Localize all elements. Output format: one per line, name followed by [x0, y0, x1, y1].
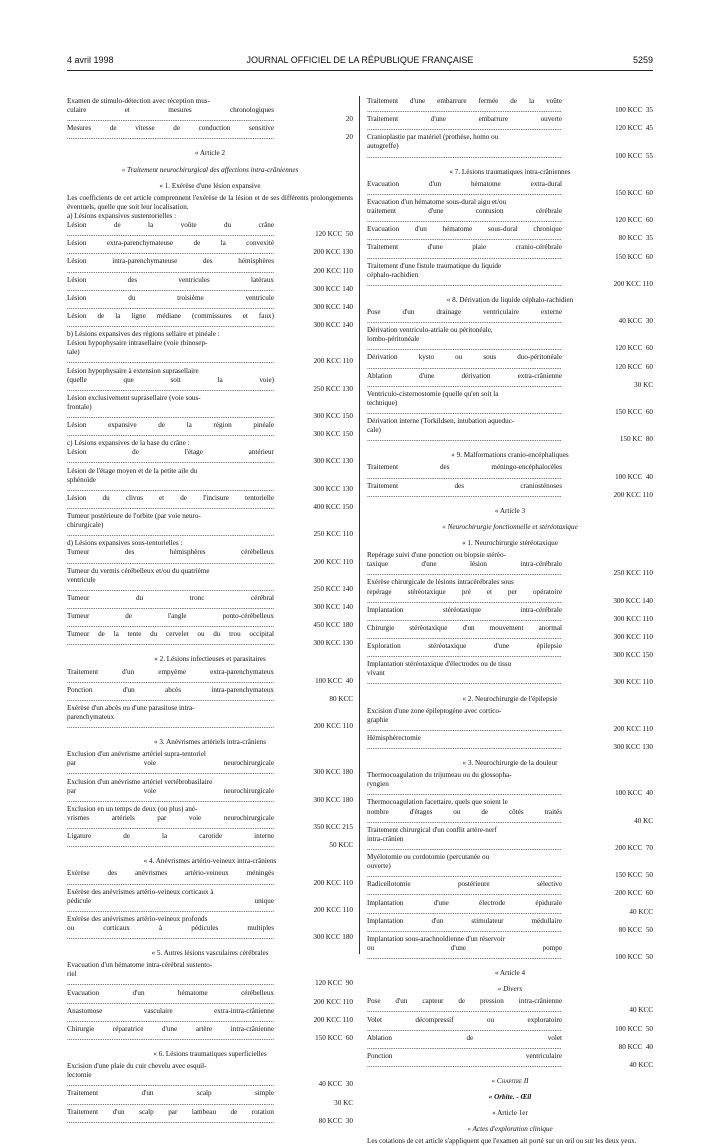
tariff-row [367, 707, 653, 734]
article-title: « Divers [497, 985, 523, 994]
tariff-row [67, 276, 353, 294]
tariff-row [67, 750, 353, 777]
act-coefficient: 40 KCC 30 [618, 317, 653, 326]
tariff-row [67, 630, 353, 648]
act-coefficient: 200 KCC 110 [313, 557, 353, 566]
act-label: Anastomose vasculaire extra-intra-crânienne ..... [67, 1007, 274, 1025]
tariff-row [367, 935, 653, 962]
act-label: Radicellotomie postérieure sélective ..... [367, 880, 562, 898]
act-label: Lésion expansive de la région pinéale ..... [67, 421, 274, 439]
act-label: Ablation de volet ..... [367, 1034, 562, 1052]
tariff-row [367, 642, 653, 660]
act-label: Dérivation kysto ou sous duo-péritonéale ..... [367, 353, 562, 371]
act-coefficient: 150 KCC 50 [615, 871, 653, 880]
tariff-row [67, 448, 353, 466]
act-coefficient: 300 KCC 130 [613, 743, 653, 751]
article-title: « Neurochirurgie fonctionnelle et stéréotaxique [442, 522, 578, 531]
act-coefficient: 120 KCC 60 [615, 344, 653, 353]
act-label: Exploration stéréotaxique d'une épilepsie ..... [367, 642, 562, 660]
column-divider [359, 96, 360, 954]
tariff-row [367, 551, 653, 578]
tariff-row [367, 1034, 653, 1052]
tariff-row [367, 624, 653, 642]
subsection-label: a) Lésions expansives sustentorielles : [67, 211, 177, 220]
act-label: Traitement d'un scalp simple ..... [67, 1089, 274, 1107]
act-coefficient: 150 KC 80 [619, 435, 653, 444]
act-label: Tumeur de la tente du cervelet ou du trou occipital ..... [67, 630, 274, 648]
act-label: Traitement des méningo-encéphalocèles ..... [367, 463, 562, 481]
act-label: Evacuation d'un hématome intra-cérébral sustento- riel ..... [67, 961, 274, 988]
tariff-row [67, 567, 353, 594]
act-label: Exérèse des anévrismes artério-veineux corticaux à pédicule unique ..... [67, 888, 274, 915]
act-label: Traitement d'un scalp par lambeau de rotation ..... [67, 1108, 274, 1126]
act-coefficient: 200 KCC 110 [613, 724, 653, 733]
act-label: Tumeur de l'angle ponto-cérébelleux ..... [67, 612, 274, 630]
header-date: 4 avril 1998 [67, 55, 114, 65]
tariff-row [367, 798, 653, 825]
tariff-row [67, 686, 353, 704]
tariff-row [367, 308, 653, 326]
act-coefficient: 200 KCC 110 [313, 997, 353, 1006]
tariff-row [67, 124, 353, 142]
act-coefficient: 150 KCC 60 [615, 188, 653, 197]
tariff-row [367, 115, 653, 133]
act-coefficient: 40 KCC [629, 907, 653, 916]
tariff-row [367, 417, 653, 444]
act-coefficient: 40 KCC [629, 1061, 653, 1069]
tariff-row [367, 997, 653, 1015]
chapter-heading: « Chapitre II [491, 1077, 529, 1086]
act-label: Lésion intra-parenchymateuse des hémisphères ..... [67, 257, 274, 275]
act-label: Evacuation d'un hématome extra-dural ..... [367, 180, 562, 198]
act-label: Hémisphérectomie ..... [367, 734, 562, 752]
right-column [367, 97, 653, 1147]
act-coefficient: 300 KCC 150 [313, 412, 353, 420]
article-title: « Traitement neurochirurgical des affections intra-crâniennes [121, 165, 299, 174]
act-label: Implantation d'un stimulateur médullaire ..... [367, 917, 562, 935]
act-label: Myélotomie ou cordotomie (percutanée ou ouverte) ..... [367, 853, 562, 880]
act-label: Evacuation d'un hématome cérébelleux ..... [67, 989, 274, 1007]
act-coefficient: 200 KCC 130 [313, 248, 353, 257]
tariff-row [67, 778, 353, 805]
tariff-row [67, 989, 353, 1007]
act-label: Exérèse chirurgicale de lésions intracérébrales sous repérage stéréotaxique pré et per opératoire ..... [367, 578, 562, 605]
section-heading: « 2. Neurochirurgie de l'épilepsie [462, 694, 558, 703]
act-label: Tumeur des hémisphères cérébelleux ..... [67, 548, 274, 566]
tariff-row [367, 180, 653, 198]
act-coefficient: 100 KCC 35 [615, 106, 653, 115]
section-heading: « 3. Neurochirurgie de la douleur [462, 759, 558, 768]
act-coefficient: 250 KCC 110 [613, 569, 653, 578]
act-coefficient: 200 KCC 110 [313, 878, 353, 887]
section-heading: « 4. Anévrismes artério-veineux intra-crâniens [143, 857, 277, 866]
act-coefficient: 120 KCC 60 [615, 362, 653, 371]
act-label: Dérivation interne (Torkildsen, intubation aqueduc- cale) ..... [367, 417, 562, 444]
tariff-row [367, 463, 653, 481]
act-label: Lésion extra-parenchymateuse de la convexité ..... [67, 239, 274, 257]
act-coefficient: 80 KCC 50 [618, 925, 653, 934]
act-label: Traitement chirurgical d'un conflit artère-nerf intra-crânien ..... [367, 826, 562, 853]
act-label: Traitement d'une plaie cranio-cérébrale ..... [367, 243, 562, 261]
tariff-row [67, 915, 353, 942]
act-coefficient: 350 KCC 215 [313, 823, 353, 832]
act-label: Ligature de la carotide interne ..... [67, 832, 274, 850]
act-coefficient: 200 KCC 110 [313, 357, 353, 366]
act-label: Traitement d'une embarrure fermée de la voûte ..... [367, 97, 562, 115]
act-coefficient: 20 [345, 115, 353, 124]
act-coefficient: 200 KCC 110 [313, 722, 353, 731]
article-heading: « Article 2 [194, 149, 226, 158]
left-column [67, 97, 353, 1126]
tariff-row [67, 312, 353, 330]
act-coefficient: 150 KCC 60 [315, 1034, 353, 1042]
act-label: Exérèse d'un abcès ou d'une parasitose intra- parenchymateux ..... [67, 704, 274, 731]
tariff-row [367, 1016, 653, 1034]
act-coefficient: 300 KCC 180 [313, 933, 353, 942]
tariff-row [67, 367, 353, 394]
act-label: Tumeur postérieure de l'orbite (par voie neuro- chirurgicale) ..... [67, 512, 274, 539]
act-label: Lésion du clivus et de l'incisure tentorielle ..... [67, 494, 274, 512]
tariff-row [67, 512, 353, 539]
subsection-label: d) Lésions expansives sous-tentorielles : [67, 539, 183, 548]
tariff-row [67, 832, 353, 850]
tariff-row [367, 372, 653, 390]
tariff-row [67, 339, 353, 366]
act-coefficient: 100 KCC 40 [615, 789, 653, 798]
tariff-row [367, 390, 653, 417]
article-heading: « Article 4 [494, 969, 526, 978]
act-coefficient: 200 KCC 110 [313, 905, 353, 914]
section-heading: « 5. Autres lésions vasculaires cérébrales [151, 949, 269, 958]
act-label: Excision d'une plaie du cuir chevelu avec esquil- lectomie ..... [67, 1062, 274, 1089]
page-number: 5259 [632, 55, 653, 65]
tariff-row [67, 888, 353, 915]
tariff-row [67, 612, 353, 630]
act-label: Implantation stéréotaxique intra-cérébrale ..... [367, 606, 562, 624]
act-label: Evacuation d'un hématome sous-dural chronique ..... [367, 225, 562, 243]
act-label: Chirurgie réparatrice d'une artère intra-crânienne ..... [67, 1025, 274, 1043]
tariff-row [367, 482, 653, 500]
act-coefficient: 80 KCC 30 [318, 1116, 353, 1125]
header-title: JOURNAL OFFICIEL DE LA RÉPUBLIQUE FRANÇAISE [246, 55, 474, 65]
act-coefficient: 200 KCC 70 [615, 843, 653, 852]
act-coefficient: 300 KCC 180 [313, 795, 353, 804]
act-coefficient: 300 KCC 130 [313, 457, 353, 466]
tariff-row [367, 771, 653, 798]
act-coefficient: 400 KCC 150 [313, 502, 353, 511]
tariff-row [67, 805, 353, 832]
act-coefficient: 80 KCC [329, 694, 353, 703]
section-heading: « 7. Lésions traumatiques intra-crâniennes [449, 167, 571, 176]
act-label: Implantation d'une électrode épidurale ..... [367, 899, 562, 917]
act-coefficient: 300 KCC 110 [613, 614, 653, 623]
act-coefficient: 450 KCC 180 [313, 621, 353, 630]
act-coefficient: 200 KCC 60 [615, 889, 653, 898]
tariff-row [67, 257, 353, 275]
act-label: Traitement d'une fistule traumatique du liquide céphalo-rachidien ..... [367, 262, 562, 289]
act-label: Exclusion d'un anévrisme artériel supra-tentoriel par voie neurochirurgicale ..... [67, 750, 274, 777]
tariff-row [367, 578, 653, 605]
act-coefficient: 300 KCC 150 [613, 651, 653, 660]
tariff-row [367, 1052, 653, 1070]
tariff-row [367, 97, 653, 115]
tariff-row [67, 494, 353, 512]
act-label: Exclusion d'un anévrisme artériel vertébrobasilaire par voie neurochirurgicale ..... [67, 778, 274, 805]
tariff-row [367, 198, 653, 225]
act-coefficient: 250 KCC 140 [313, 584, 353, 593]
act-coefficient: 40 KC [634, 816, 653, 825]
act-coefficient: 80 KCC 40 [618, 1042, 653, 1051]
act-label: Lésion hypophysaire à extension suprasellaire (quelle que soit la voie) ..... [67, 367, 274, 394]
act-label: Lésion de l'étage moyen et de la petite aile du sphénoïde ..... [67, 467, 274, 494]
tariff-row [67, 594, 353, 612]
tariff-row [367, 326, 653, 353]
section-heading: « 3. Anévrismes artériels intra-crâniens [153, 738, 267, 747]
tariff-row [67, 239, 353, 257]
act-coefficient: 100 KCC 55 [615, 151, 653, 160]
section-heading: « 2. Lésions infectieuses et parasitaires [154, 655, 266, 664]
act-coefficient: 100 KCC 50 [615, 1024, 653, 1033]
act-coefficient: 50 KCC [329, 841, 353, 850]
act-label: Ventriculo-cisternostomie (quelle qu'en soit la technique) ..... [367, 390, 562, 417]
tariff-row [67, 1007, 353, 1025]
section-heading: « 6. Lésions traumatiques superficielles [153, 1050, 267, 1059]
article-title: « Actes d'exploration clinique [467, 1125, 553, 1134]
act-label: Lésion du troisième ventricule ..... [67, 294, 274, 312]
act-coefficient: 300 KCC 180 [313, 768, 353, 777]
act-label: Pose d'un capteur de pression intra-crânienne ..... [367, 997, 562, 1015]
act-coefficient: 120 KCC 45 [615, 124, 653, 133]
tariff-row [367, 899, 653, 917]
act-label: Traitement des craniosténoses ..... [367, 482, 562, 500]
act-coefficient: 300 KCC 150 [313, 430, 353, 439]
tariff-row [367, 262, 653, 289]
act-label: Lésion exclusivement suprasellaire (voie sous- frontale) ..... [67, 394, 274, 421]
tariff-row [367, 734, 653, 752]
header-rule [67, 70, 653, 71]
section-heading: « 9. Malformations cranio-encéphaliques [451, 451, 569, 460]
tariff-row [367, 243, 653, 261]
tariff-row [67, 1108, 353, 1126]
act-label: Ponction d'un abcès intra-parenchymateux ..... [67, 686, 274, 704]
tariff-row [67, 1025, 353, 1043]
closing-paragraph: Les cotations de cet article s'appliquent que l'examen ait porté sur un œil ou sur les deux yeux. [367, 1137, 637, 1146]
act-coefficient: 20 [345, 133, 353, 142]
act-coefficient: 300 KCC 140 [313, 302, 353, 311]
act-label: Traitement d'une embarrure ouverte ..... [367, 115, 562, 133]
tariff-row [367, 917, 653, 935]
act-label: Lésion de la ligne médiane (commissures et faux) ..... [67, 312, 274, 330]
tariff-row [367, 826, 653, 853]
act-coefficient: 30 KC [634, 380, 653, 389]
act-coefficient: 200 KCC 110 [613, 279, 653, 288]
tariff-row [67, 421, 353, 439]
act-coefficient: 100 KCC 40 [315, 676, 353, 685]
tariff-row [67, 97, 353, 124]
article-heading: « Article 3 [494, 506, 526, 515]
act-coefficient: 80 KCC 35 [618, 234, 653, 243]
act-coefficient: 120 KCC 90 [315, 979, 353, 988]
act-coefficient: 40 KCC 30 [318, 1080, 353, 1089]
act-label: Chirurgie stéréotaxique d'un mouvement anormal ..... [367, 624, 562, 642]
act-label: Lésion des ventricules latéraux ..... [67, 276, 274, 294]
act-coefficient: 300 KCC 110 [613, 632, 653, 641]
act-label: Thermocoagulation du trijumeau ou du glossopha- ryngien ..... [367, 771, 562, 798]
tariff-row [67, 1089, 353, 1107]
tariff-row [367, 606, 653, 624]
act-label: Volet décompressif ou exploratoire ..... [367, 1016, 562, 1034]
chapter-title: « Orbite. - Œil [488, 1093, 532, 1102]
act-label: Repérage suivi d'une ponction ou biopsie stéréo- taxique d'une lésion intra-cérébrale ..... [367, 551, 562, 578]
act-coefficient: 40 KCC [629, 1006, 653, 1015]
act-coefficient: 100 KCC 40 [615, 472, 653, 481]
section-heading: « 1. Neurochirurgie stéréotaxique [462, 539, 558, 548]
act-label: Ablation d'une dérivation extra-crânienne ..... [367, 372, 562, 390]
tariff-row [67, 668, 353, 686]
tariff-row [67, 221, 353, 239]
act-coefficient: 120 KCC 60 [615, 216, 653, 225]
act-coefficient: 200 KCC 110 [313, 1015, 353, 1024]
act-coefficient: 300 KCC 130 [313, 639, 353, 648]
act-label: Tumeur du tronc cérébral ..... [67, 594, 274, 612]
act-label: Tumeur du vermis cérébelleux et/ou du quatrième ventricule ..... [67, 567, 274, 594]
tariff-row [367, 660, 653, 687]
act-label: Mesures de vitesse de conduction sensitive ..... [67, 124, 274, 142]
article-heading: « Article 1er [492, 1109, 528, 1118]
intro-paragraph: Les coefficients de cet article comprennent l'exérèse de la lésion et de ses différents prolongements éventuels, quelle que soit leur localisation. [67, 193, 353, 211]
act-label: Implantation stéréotaxique d'électrodes ou de tissu vivant ..... [367, 660, 562, 687]
act-coefficient: 100 KCC 50 [615, 953, 653, 962]
act-label: Excision d'une zone épileptogène avec cortico- graphie ..... [367, 707, 562, 734]
act-label: Examen de stimulo-détection avec réception mus- culaire et mesures chronologiques ..... [67, 97, 274, 124]
subsection-label: b) Lésions expansives des régions sellaire et pinéale : [67, 330, 220, 339]
act-coefficient: 300 KCC 140 [613, 596, 653, 605]
act-coefficient: 300 KCC 140 [313, 602, 353, 611]
act-label: Traitement d'un empyème extra-parenchymateux ..... [67, 668, 274, 686]
tariff-row [67, 704, 353, 731]
act-label: Dérivation ventriculo-atriale ou péritonéale, lombo-péritonéale ..... [367, 326, 562, 353]
tariff-row [67, 548, 353, 566]
tariff-row [367, 853, 653, 880]
act-coefficient: 200 KCC 110 [613, 490, 653, 499]
section-heading: « 8. Dérivation du liquide céphalo-rachidien [446, 295, 574, 304]
page-header [67, 55, 653, 69]
act-coefficient: 150 KCC 60 [615, 408, 653, 416]
act-coefficient: 250 KCC 130 [313, 384, 353, 393]
act-label: Exérèse des anévrismes artério-veineux méningés ..... [67, 869, 274, 887]
act-label: Evacuation d'un hématome sous-dural aigu et/ou traitement d'une contusion cérébrale ..... [367, 198, 562, 225]
tariff-row [67, 294, 353, 312]
tariff-row [367, 353, 653, 371]
act-label: Ponction ventriculaire ..... [367, 1052, 562, 1070]
act-coefficient: 300 KCC 140 [313, 284, 353, 293]
act-label: Pose d'un drainage ventriculaire externe ..... [367, 308, 562, 326]
act-coefficient: 300 KCC 110 [613, 678, 653, 687]
act-label: Exérèse des anévrismes artério-veineux profonds ou corticaux à pédicules multiples ..... [67, 915, 274, 942]
act-label: Lésion de l'étage antérieur ..... [67, 448, 274, 466]
act-label: Lésion de la voûte du crâne ..... [67, 221, 274, 239]
act-coefficient: 300 KCC 130 [313, 484, 353, 493]
act-label: Lésion hypophysaire intrasellaire (voie rhinosep- tale) ..... [67, 339, 274, 366]
tariff-row [67, 394, 353, 421]
act-label: Thermocoagulation facettaire, quels que soient le nombre d'étages ou de côtés traités ..... [367, 798, 562, 825]
act-coefficient: 200 KCC 110 [313, 266, 353, 275]
section-heading: « 1. Exérèse d'une lésion expansive [159, 181, 261, 190]
tariff-row [67, 869, 353, 887]
act-coefficient: 30 KC [334, 1098, 353, 1107]
tariff-row [367, 880, 653, 898]
act-coefficient: 250 KCC 110 [313, 530, 353, 539]
subsection-label: c) Lésions expansives de la base du crâne : [67, 439, 190, 448]
tariff-row [67, 467, 353, 494]
act-coefficient: 300 KCC 140 [313, 321, 353, 330]
act-coefficient: 120 KCC 50 [315, 230, 353, 239]
act-label: Cranioplastie par matériel (prothèse, homo ou autogreffe) ..... [367, 133, 562, 160]
act-label: Exclusion en un temps de deux (ou plus) ané- vrismes artériels par voie neurochirurgicale ..... [67, 805, 274, 832]
tariff-row [367, 225, 653, 243]
act-coefficient: 150 KCC 60 [615, 252, 653, 261]
act-label: Implantation sous-arachnoïdienne d'un réservoir ou d'une pompe ..... [367, 935, 562, 962]
tariff-row [67, 961, 353, 988]
tariff-row [367, 133, 653, 160]
tariff-row [67, 1062, 353, 1089]
